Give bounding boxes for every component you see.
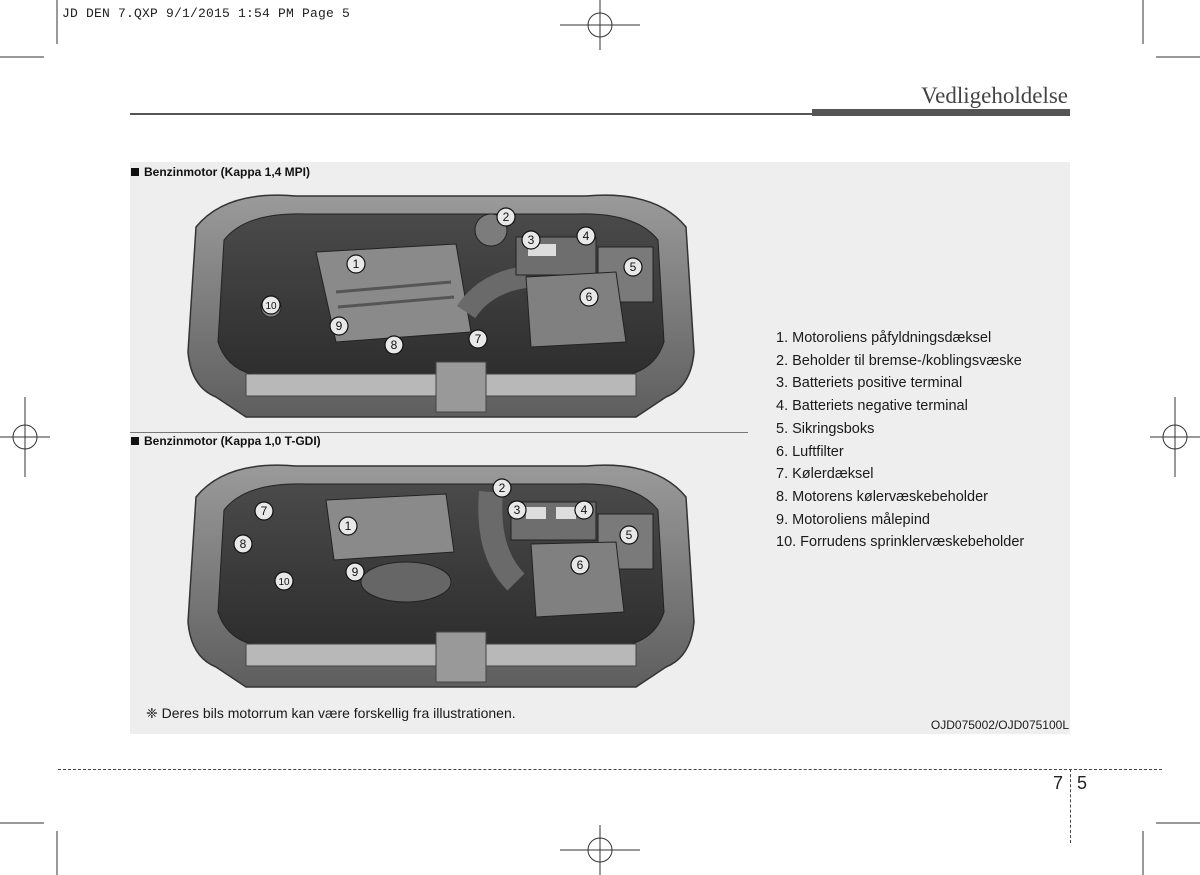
image-code: OJD075002/OJD075100L xyxy=(930,718,1069,732)
bullet-square xyxy=(131,437,139,445)
svg-text:1: 1 xyxy=(352,257,360,271)
svg-text:6: 6 xyxy=(585,290,593,304)
print-slug: JD DEN 7.QXP 9/1/2015 1:54 PM Page 5 xyxy=(62,6,351,21)
registration-mark-top xyxy=(560,0,640,50)
legend-item: 9. Motoroliens målepind xyxy=(776,511,930,528)
header-rule xyxy=(130,113,812,115)
svg-text:10: 10 xyxy=(265,301,277,312)
svg-text:2: 2 xyxy=(502,210,510,224)
registration-mark-right xyxy=(1150,397,1200,477)
engine-illustration-kappa-tgdi xyxy=(186,452,696,692)
svg-text:2: 2 xyxy=(498,481,506,495)
svg-text:1: 1 xyxy=(344,519,352,533)
component-legend xyxy=(776,327,1024,554)
section-title: Vedligeholdelse xyxy=(921,83,1068,108)
footer-dashed-rule xyxy=(58,769,1162,770)
registration-mark-bottom xyxy=(560,825,640,875)
svg-text:3: 3 xyxy=(527,233,535,247)
figure-divider xyxy=(130,432,748,433)
bullet-square xyxy=(131,168,139,176)
chapter-number: 7 xyxy=(1053,773,1064,793)
header-rule-tab xyxy=(812,109,1070,116)
legend-item: 3. Batteriets positive terminal xyxy=(776,375,963,392)
legend-item: 5. Sikringsboks xyxy=(776,420,875,437)
legend-item: 4. Batteriets negative terminal xyxy=(776,398,968,415)
footer-dashed-divider xyxy=(1070,769,1071,843)
legend-item: 6. Luftfilter xyxy=(776,443,844,460)
svg-text:10: 10 xyxy=(278,577,290,588)
legend-item: 8. Motorens kølervæskebeholder xyxy=(776,488,988,505)
legend-item: 7. Kølerdæksel xyxy=(776,466,874,483)
svg-text:5: 5 xyxy=(629,260,637,274)
svg-text:4: 4 xyxy=(580,503,588,517)
footnote: ❈ Deres bils motorrum kan være forskellig fra illustrationen. xyxy=(146,705,516,721)
svg-text:9: 9 xyxy=(351,565,359,579)
svg-text:8: 8 xyxy=(239,537,247,551)
engine-illustration-kappa-mpi xyxy=(186,182,696,422)
svg-text:7: 7 xyxy=(474,332,482,346)
svg-text:7: 7 xyxy=(260,504,268,518)
svg-text:9: 9 xyxy=(335,319,343,333)
svg-text:5: 5 xyxy=(625,528,633,542)
svg-text:8: 8 xyxy=(390,338,398,352)
svg-text:4: 4 xyxy=(582,229,590,243)
registration-mark-left xyxy=(0,397,50,477)
page-number: 5 xyxy=(1077,773,1088,793)
legend-item: 1. Motoroliens påfyldningsdæksel xyxy=(776,330,992,346)
legend-item: 2. Beholder til bremse-/koblingsvæske xyxy=(776,352,1022,369)
legend-item: 10. Forrudens sprinklervæskebeholder xyxy=(776,534,1025,551)
svg-text:6: 6 xyxy=(576,558,584,572)
top-figure-caption: Benzinmotor (Kappa 1,4 MPI) xyxy=(131,165,310,179)
svg-text:3: 3 xyxy=(513,503,521,517)
bottom-figure-caption: Benzinmotor (Kappa 1,0 T-GDI) xyxy=(131,434,321,448)
